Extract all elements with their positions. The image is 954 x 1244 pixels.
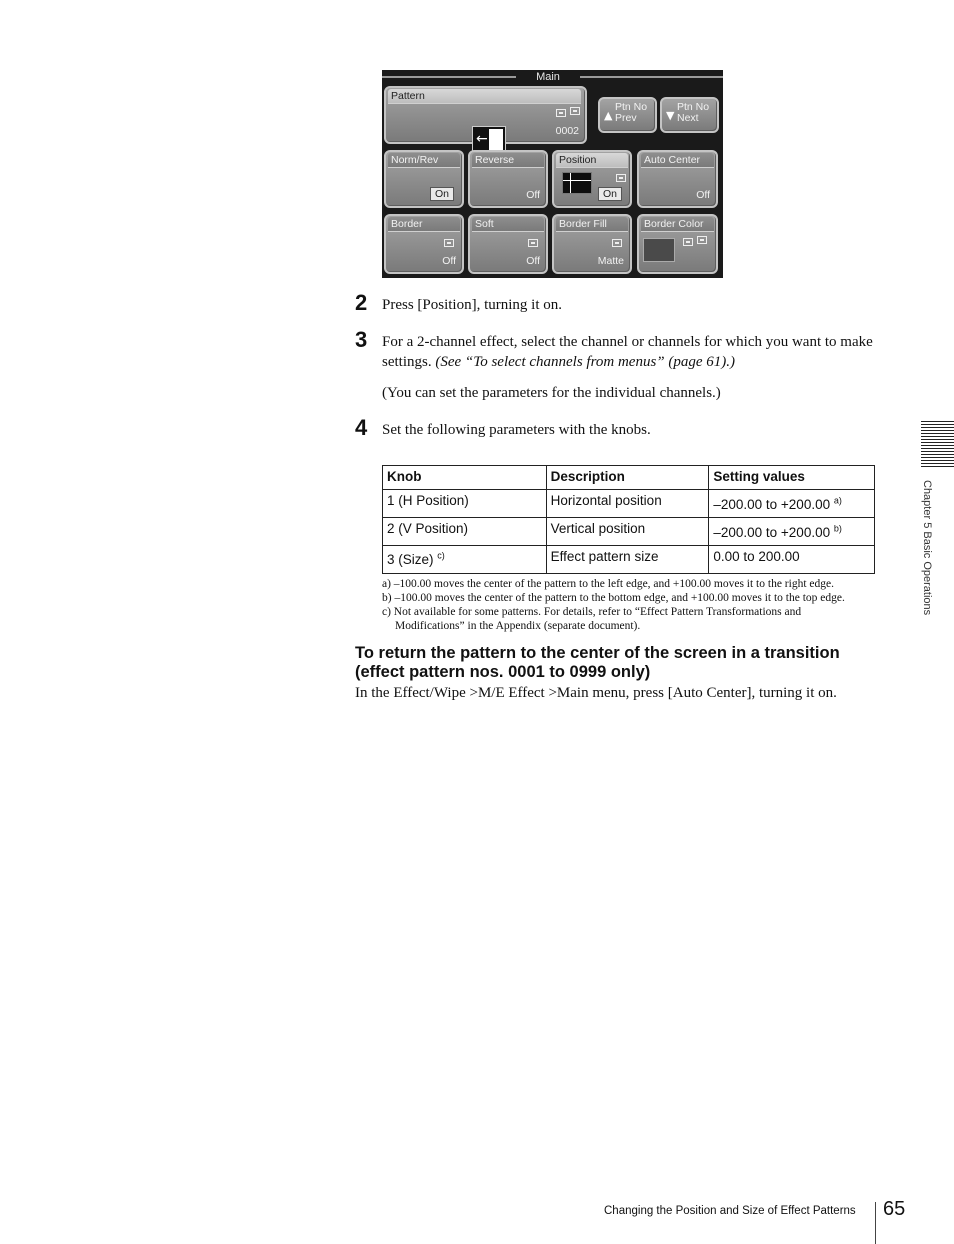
- soft-button[interactable]: [468, 214, 548, 274]
- knob-cell: 2 (V Position): [383, 518, 547, 546]
- menu-icon: [556, 109, 566, 117]
- footer-divider: [875, 1202, 876, 1244]
- knob-cell: 1 (H Position): [383, 490, 547, 518]
- step-2-number: 2: [355, 290, 368, 315]
- norm-rev-value: On: [430, 187, 454, 201]
- description-cell: Vertical position: [546, 518, 709, 546]
- ptn-next-line2: Next: [677, 112, 699, 124]
- border-color-label: Border Color: [641, 217, 714, 232]
- border-fill-label: Border Fill: [556, 217, 628, 232]
- main-menu-screenshot: [382, 70, 723, 278]
- border-label: Border: [388, 217, 460, 232]
- section-heading-line1: To return the pattern to the center of the screen in a transition: [355, 644, 840, 662]
- table-row: [383, 546, 875, 574]
- footnote-ref: b): [833, 523, 842, 534]
- menu-icon: [616, 174, 626, 182]
- menu-icon: [444, 239, 454, 247]
- auto-center-button[interactable]: [637, 150, 718, 208]
- border-fill-value: Matte: [597, 255, 624, 267]
- step-2-text: Press [Position], turning it on.: [382, 297, 563, 313]
- step-3-paragraph: [382, 332, 877, 372]
- table-row: [383, 490, 875, 518]
- table-header-row: [383, 466, 875, 490]
- step-3-number: 3: [355, 327, 368, 352]
- chapter-side-label: Chapter 5 Basic Operations: [921, 480, 933, 616]
- menu-icon: [683, 238, 693, 246]
- setting-cell: –200.00 to +200.00 $^{a)}$: [709, 490, 875, 518]
- chapter-tab-marker: [921, 421, 954, 468]
- footer-title: Changing the Position and Size of Effect Patterns: [604, 1205, 856, 1217]
- pattern-button[interactable]: [384, 86, 587, 147]
- triangle-up-icon: ▲: [604, 109, 613, 122]
- footnote-c-continued: Modifications” in the Appendix (separate document).: [395, 620, 641, 632]
- section-heading-line2: (effect pattern nos. 0001 to 0999 only): [355, 663, 651, 681]
- pattern-number: 0002: [555, 125, 579, 137]
- section-body: In the Effect/Wipe >M/E Effect >Main menu, press [Auto Center], turning it on.: [355, 685, 837, 701]
- border-color-button[interactable]: [637, 214, 718, 274]
- norm-rev-button[interactable]: [384, 150, 464, 208]
- reverse-value: Off: [526, 189, 540, 201]
- pattern-label: Pattern: [388, 89, 581, 104]
- titlebar-rule-left: [382, 76, 516, 78]
- triangle-down-icon: ▼: [666, 109, 675, 122]
- menu-titlebar: [382, 70, 723, 84]
- position-value: On: [598, 187, 622, 201]
- step-3-reference: (See “To select channels from menus” (page 61).): [435, 354, 736, 370]
- step-3-subtext: (You can set the parameters for the individual channels.): [382, 385, 721, 401]
- border-value: Off: [442, 255, 456, 267]
- border-fill-button[interactable]: [552, 214, 632, 274]
- reverse-button[interactable]: [468, 150, 548, 208]
- ptn-prev-line2: Prev: [615, 112, 637, 124]
- auto-center-value: Off: [696, 189, 710, 201]
- table-row: [383, 518, 875, 546]
- step-3-text: For a 2-channel effect, select the channel or channels for which you want to make settings.: [382, 334, 873, 370]
- knob-cell: 3 (Size) $^{c)}$: [383, 546, 547, 574]
- border-button[interactable]: [384, 214, 464, 274]
- position-button[interactable]: [552, 150, 632, 208]
- ptn-no-prev-button[interactable]: [598, 97, 657, 133]
- footnote-ref: a): [833, 495, 842, 506]
- knob-parameters-table: [382, 465, 875, 574]
- norm-rev-label: Norm/Rev: [388, 153, 460, 168]
- window-icon: [570, 107, 580, 115]
- window-icon: [697, 236, 707, 244]
- step-4-text: Set the following parameters with the knobs.: [382, 422, 651, 438]
- header-setting-values: Setting values: [709, 466, 875, 490]
- header-knob: Knob: [383, 466, 547, 490]
- step-4-number: 4: [355, 415, 368, 440]
- footnote-a: a) –100.00 moves the center of the pattern to the left edge, and +100.00 moves it to the right edge.: [382, 578, 834, 590]
- reverse-label: Reverse: [472, 153, 544, 168]
- ptn-next-line1: Ptn No: [677, 101, 710, 113]
- position-label: Position: [556, 153, 628, 168]
- footnote-c: c) Not available for some patterns. For details, refer to “Effect Pattern Transformations and: [382, 606, 802, 618]
- soft-label: Soft: [472, 217, 544, 232]
- ptn-prev-line1: Ptn No: [615, 101, 648, 113]
- ptn-no-next-button[interactable]: [660, 97, 719, 133]
- description-cell: Horizontal position: [546, 490, 709, 518]
- auto-center-label: Auto Center: [641, 153, 714, 168]
- arrow-left-icon: ←: [476, 131, 488, 147]
- setting-cell: –200.00 to +200.00 $^{b)}$: [709, 518, 875, 546]
- titlebar-rule-right: [580, 76, 723, 78]
- setting-cell: 0.00 to 200.00: [709, 546, 875, 574]
- footnote-b: b) –100.00 moves the center of the pattern to the bottom edge, and +100.00 moves it to the top edge.: [382, 592, 845, 604]
- description-cell: Effect pattern size: [546, 546, 709, 574]
- footnote-ref: c): [437, 550, 445, 561]
- header-description: Description: [546, 466, 709, 490]
- window-icon: [612, 239, 622, 247]
- position-thumbnail: [562, 172, 592, 194]
- menu-title: Main: [536, 71, 560, 83]
- soft-value: Off: [526, 255, 540, 267]
- menu-icon: [528, 239, 538, 247]
- page-number: 65: [883, 1198, 906, 1220]
- border-color-swatch: [643, 238, 675, 262]
